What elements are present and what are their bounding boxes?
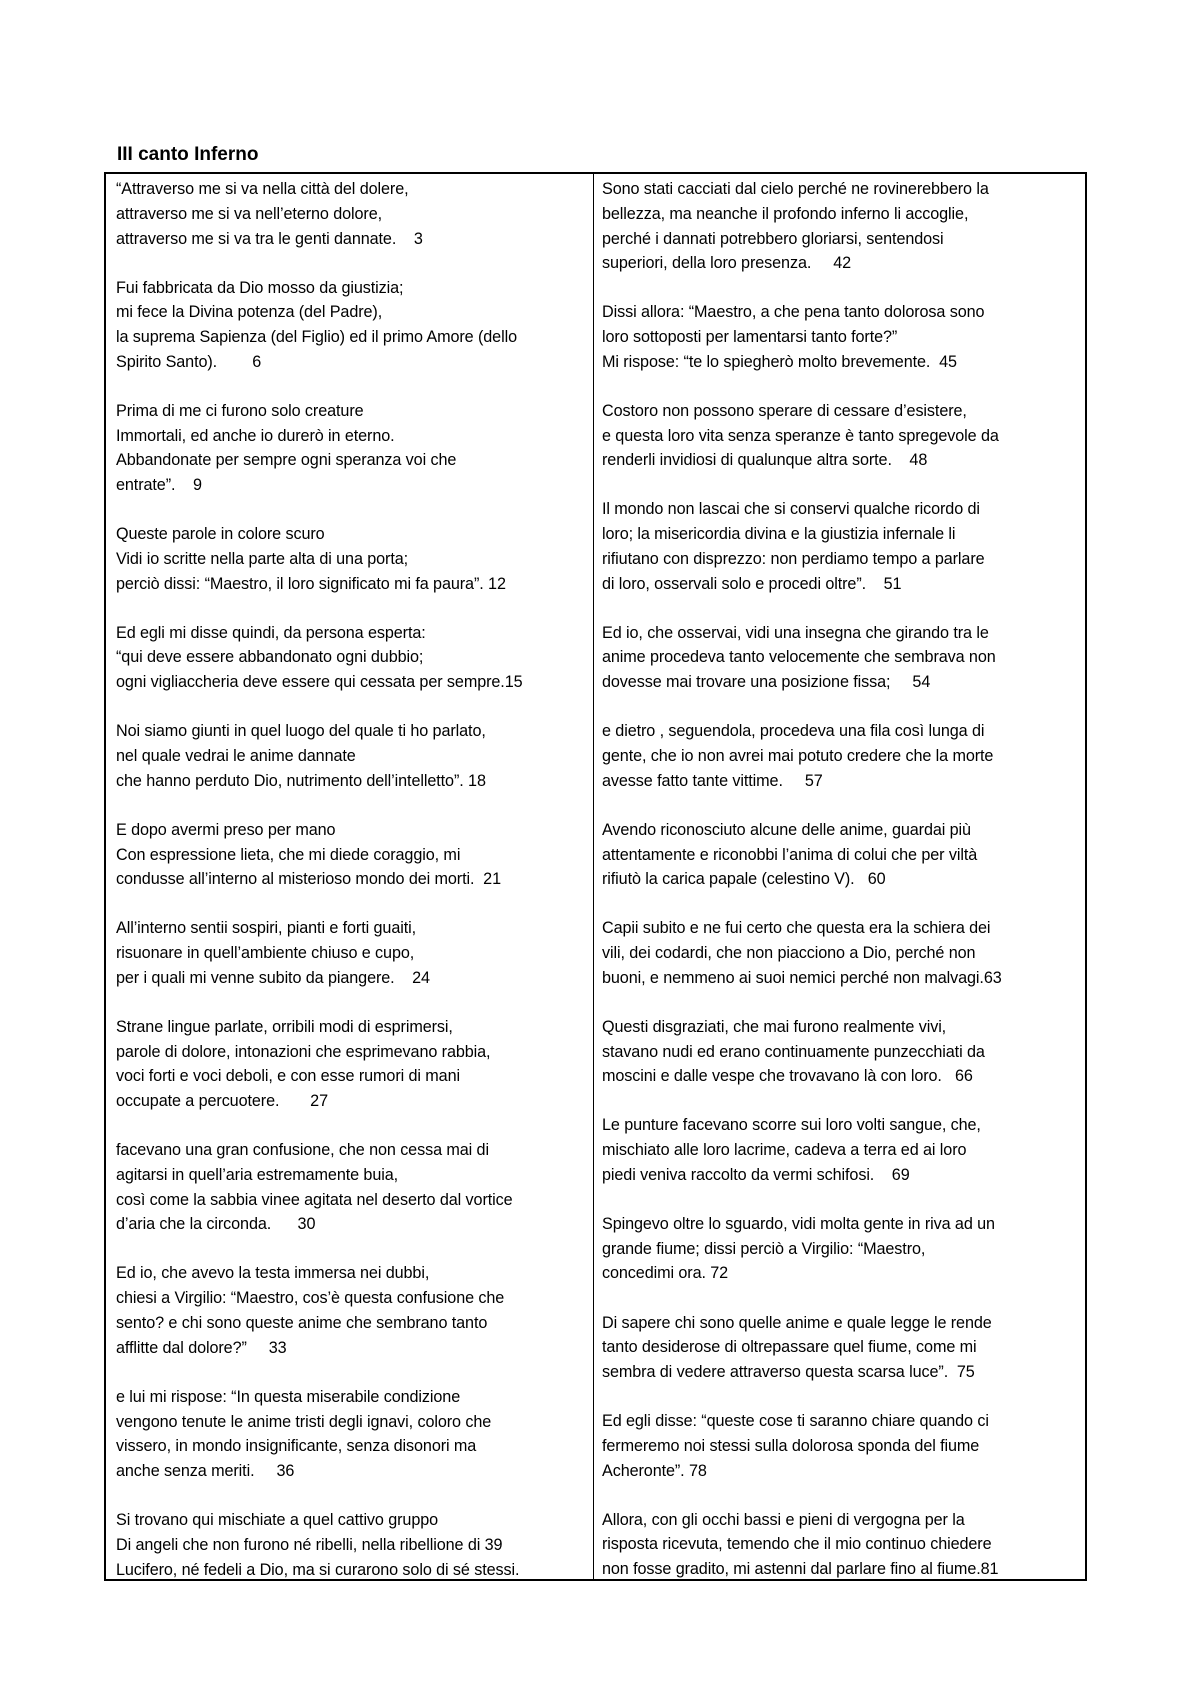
verse-line: All’interno sentii sospiri, pianti e forti guaiti, — [116, 919, 417, 938]
verse-line: renderli invidiosi di qualunque altra sorte. 48 — [602, 451, 928, 470]
verse-line: agitarsi in quell’aria estremamente buia, — [116, 1165, 399, 1184]
verse-line: rifiutò la carica papale (celestino V). 60 — [602, 870, 886, 889]
verse-line: Ed io, che avevo la testa immersa nei dubbi, — [116, 1264, 430, 1283]
stanza — [116, 1015, 587, 1114]
verse-line: Di sapere chi sono quelle anime e quale legge le rende — [602, 1313, 992, 1332]
verse-line: voci forti e voci deboli, e con esse rumori di mani — [116, 1067, 460, 1086]
text-table — [104, 172, 1087, 1581]
page-title: III canto Inferno — [117, 144, 259, 165]
verse-line: Ed egli disse: “queste cose ti saranno chiare quando ci — [602, 1412, 989, 1431]
verse-line: Di angeli che non furono né ribelli, nella ribellione di 39 — [116, 1535, 503, 1554]
verse-line: e dietro , seguendola, procedeva una fila così lunga di — [602, 722, 985, 741]
stanza — [116, 818, 587, 892]
stanza — [602, 1212, 1079, 1286]
verse-line: Abbandonate per sempre ogni speranza voi che — [116, 451, 457, 470]
verse-line: stavano nudi ed erano continuamente punzecchiati da — [602, 1042, 985, 1061]
stanza — [602, 1015, 1079, 1089]
stanza — [602, 1113, 1079, 1187]
verse-line: vengono tenute le anime tristi degli ignavi, coloro che — [116, 1412, 492, 1431]
verse-line: Fui fabbricata da Dio mosso da giustizia; — [116, 278, 404, 297]
stanza — [116, 1508, 587, 1579]
verse-line: rifiutano con disprezzo: non perdiamo tempo a parlare — [602, 549, 985, 568]
stanza — [602, 1508, 1079, 1579]
verse-line: Spirito Santo). 6 — [116, 352, 262, 371]
verse-line: perciò dissi: “Maestro, il loro significato mi fa paura”. 12 — [116, 574, 506, 593]
verse-line: Con espressione lieta, che mi diede coraggio, mi — [116, 845, 461, 864]
verse-line: Avendo riconosciuto alcune delle anime, guardai più — [602, 820, 971, 839]
verse-line: Prima di me ci furono solo creature — [116, 401, 364, 420]
verse-line: nel quale vedrai le anime dannate — [116, 746, 356, 765]
verse-line: Ed io, che osservai, vidi una insegna che girando tra le — [602, 623, 989, 642]
verse-line: fermeremo noi stessi sulla dolorosa sponda del fiume — [602, 1436, 980, 1455]
verse-line: per i quali mi venne subito da piangere. 24 — [116, 968, 430, 987]
verse-line: perché i dannati potrebbero gloriarsi, sentendosi — [602, 229, 944, 248]
verse-line: mischiato alle loro lacrime, cadeva a terra ed ai loro — [602, 1141, 967, 1160]
verse-line: “qui deve essere abbandonato ogni dubbio; — [116, 648, 424, 667]
stanza — [116, 1138, 587, 1237]
verse-line: ogni vigliaccheria deve essere qui cessata per sempre.15 — [116, 673, 523, 692]
verse-line: superiori, della loro presenza. 42 — [602, 254, 852, 273]
verse-line: Noi siamo giunti in quel luogo del quale ti ho parlato, — [116, 722, 486, 741]
verse-line: di loro, osservali solo e procedi oltre”. 51 — [602, 574, 902, 593]
stanza — [602, 1409, 1079, 1483]
verse-line: avesse fatto tante vittime. 57 — [602, 771, 823, 790]
verse-line: Vidi io scritte nella parte alta di una porta; — [116, 549, 409, 568]
verse-line: Questi disgraziati, che mai furono realmente vivi, — [602, 1017, 947, 1036]
stanza — [602, 719, 1079, 793]
stanza — [602, 300, 1079, 374]
verse-line: condusse all’interno al misterioso mondo dei morti. 21 — [116, 870, 501, 889]
verse-line: tanto desiderose di oltrepassare quel fiume, come mi — [602, 1338, 977, 1357]
verse-line: la suprema Sapienza (del Figlio) ed il primo Amore (dello — [116, 328, 517, 347]
verse-line: Costoro non possono sperare di cessare d’esistere, — [602, 401, 967, 420]
verse-line: occupate a percuotere. 27 — [116, 1092, 328, 1111]
verse-line: Immortali, ed anche io durerò in eterno. — [116, 426, 395, 445]
verse-line: d’aria che la circonda. 30 — [116, 1215, 316, 1234]
verse-line: Dissi allora: “Maestro, a che pena tanto dolorosa sono — [602, 303, 985, 322]
stanza — [602, 497, 1079, 596]
verse-line: Sono stati cacciati dal cielo perché ne rovinerebbero la — [602, 180, 989, 198]
verse-line: Lucifero, né fedeli a Dio, ma si curarono solo di sé stessi. — [116, 1560, 520, 1579]
verse-line: sembra di vedere attraverso questa scarsa luce”. 75 — [602, 1363, 975, 1382]
verse-line: Queste parole in colore scuro — [116, 525, 325, 544]
stanza — [116, 1261, 587, 1360]
verse-line: Allora, con gli occhi bassi e pieni di vergogna per la — [602, 1510, 965, 1529]
verse-line: Strane lingue parlate, orribili modi di esprimersi, — [116, 1017, 453, 1036]
stanza — [602, 1311, 1079, 1385]
verse-line: loro; la misericordia divina e la giustizia infernale li — [602, 525, 956, 544]
stanza — [116, 719, 587, 793]
stanza — [602, 916, 1079, 990]
verse-line: dovesse mai trovare una posizione fissa; 54 — [602, 673, 931, 692]
stanza — [116, 276, 587, 375]
verse-line: vili, dei codardi, che non piacciono a Dio, perché non — [602, 944, 976, 963]
verse-line: Capii subito e ne fui certo che questa era la schiera dei — [602, 919, 991, 938]
verse-line: moscini e dalle vespe che trovavano là con loro. 66 — [602, 1067, 973, 1086]
verse-line: “Attraverso me si va nella città del dolere, — [116, 180, 409, 198]
verse-line: risuonare in quell’ambiente chiuso e cupo, — [116, 944, 415, 963]
verse-line: entrate”. 9 — [116, 476, 202, 495]
verse-line: afflitte dal dolore?” 33 — [116, 1338, 287, 1357]
verse-line: parole di dolore, intonazioni che esprimevano rabbia, — [116, 1042, 491, 1061]
verse-line: attraverso me si va tra le genti dannate. 3 — [116, 229, 423, 248]
stanza — [602, 399, 1079, 473]
stanza — [116, 621, 587, 695]
verse-line: bellezza, ma neanche il profondo inferno li accoglie, — [602, 204, 969, 223]
verse-line: piedi veniva raccolto da vermi schifosi. 69 — [602, 1165, 910, 1184]
verse-line: che hanno perduto Dio, nutrimento dell’intelletto”. 18 — [116, 771, 486, 790]
stanza — [116, 399, 587, 498]
verse-line: concedimi ora. 72 — [602, 1264, 729, 1283]
verse-line: risposta ricevuta, temendo che il mio continuo chiedere — [602, 1535, 992, 1554]
right-column — [594, 174, 1085, 1579]
verse-line: così come la sabbia vinee agitata nel deserto dal vortice — [116, 1190, 513, 1209]
verse-line: anche senza meriti. 36 — [116, 1462, 295, 1481]
left-column — [106, 174, 594, 1579]
verse-line: grande fiume; dissi perciò a Virgilio: “Maestro, — [602, 1239, 926, 1258]
verse-line: e questa loro vita senza speranze è tanto spregevole da — [602, 426, 999, 445]
verse-line: attentamente e riconobbi l’anima di colui che per viltà — [602, 845, 978, 864]
verse-line: facevano una gran confusione, che non cessa mai di — [116, 1141, 489, 1160]
verse-line: Mi rispose: “te lo spiegherò molto brevemente. 45 — [602, 352, 957, 371]
verse-line: sento? e chi sono queste anime che sembrano tanto — [116, 1313, 488, 1332]
verse-line: Acheronte”. 78 — [602, 1461, 707, 1480]
stanza — [116, 522, 587, 596]
verse-line: gente, che io non avrei mai potuto credere che la morte — [602, 746, 994, 765]
verse-line: Il mondo non lascai che si conservi qualche ricordo di — [602, 500, 980, 519]
verse-line: non fosse gradito, mi astenni dal parlare fino al fiume.81 — [602, 1560, 999, 1579]
stanza — [602, 621, 1079, 695]
verse-line: vissero, in mondo insignificante, senza disonori ma — [116, 1437, 477, 1456]
verse-line: buoni, e nemmeno ai suoi nemici perché non malvagi.63 — [602, 968, 1002, 987]
stanza — [602, 177, 1079, 276]
verse-line: attraverso me si va nell’eterno dolore, — [116, 204, 383, 223]
stanza — [116, 177, 587, 251]
verse-line: loro sottoposti per lamentarsi tanto forte?” — [602, 328, 898, 347]
stanza — [116, 916, 587, 990]
verse-line: anime procedeva tanto velocemente che sembrava non — [602, 648, 996, 667]
stanza — [116, 1385, 587, 1484]
verse-line: Spingevo oltre lo sguardo, vidi molta gente in riva ad un — [602, 1214, 995, 1233]
verse-line: e lui mi rispose: “In questa miserabile condizione — [116, 1387, 461, 1406]
verse-line: E dopo avermi preso per mano — [116, 820, 336, 839]
verse-line: Le punture facevano scorre sui loro volti sangue, che, — [602, 1116, 981, 1135]
verse-line: Ed egli mi disse quindi, da persona esperta: — [116, 623, 426, 642]
verse-line: Si trovano qui mischiate a quel cattivo gruppo — [116, 1511, 439, 1530]
verse-line: mi fece la Divina potenza (del Padre), — [116, 303, 383, 322]
stanza — [602, 818, 1079, 892]
verse-line: chiesi a Virgilio: “Maestro, cos’è questa confusione che — [116, 1289, 505, 1308]
